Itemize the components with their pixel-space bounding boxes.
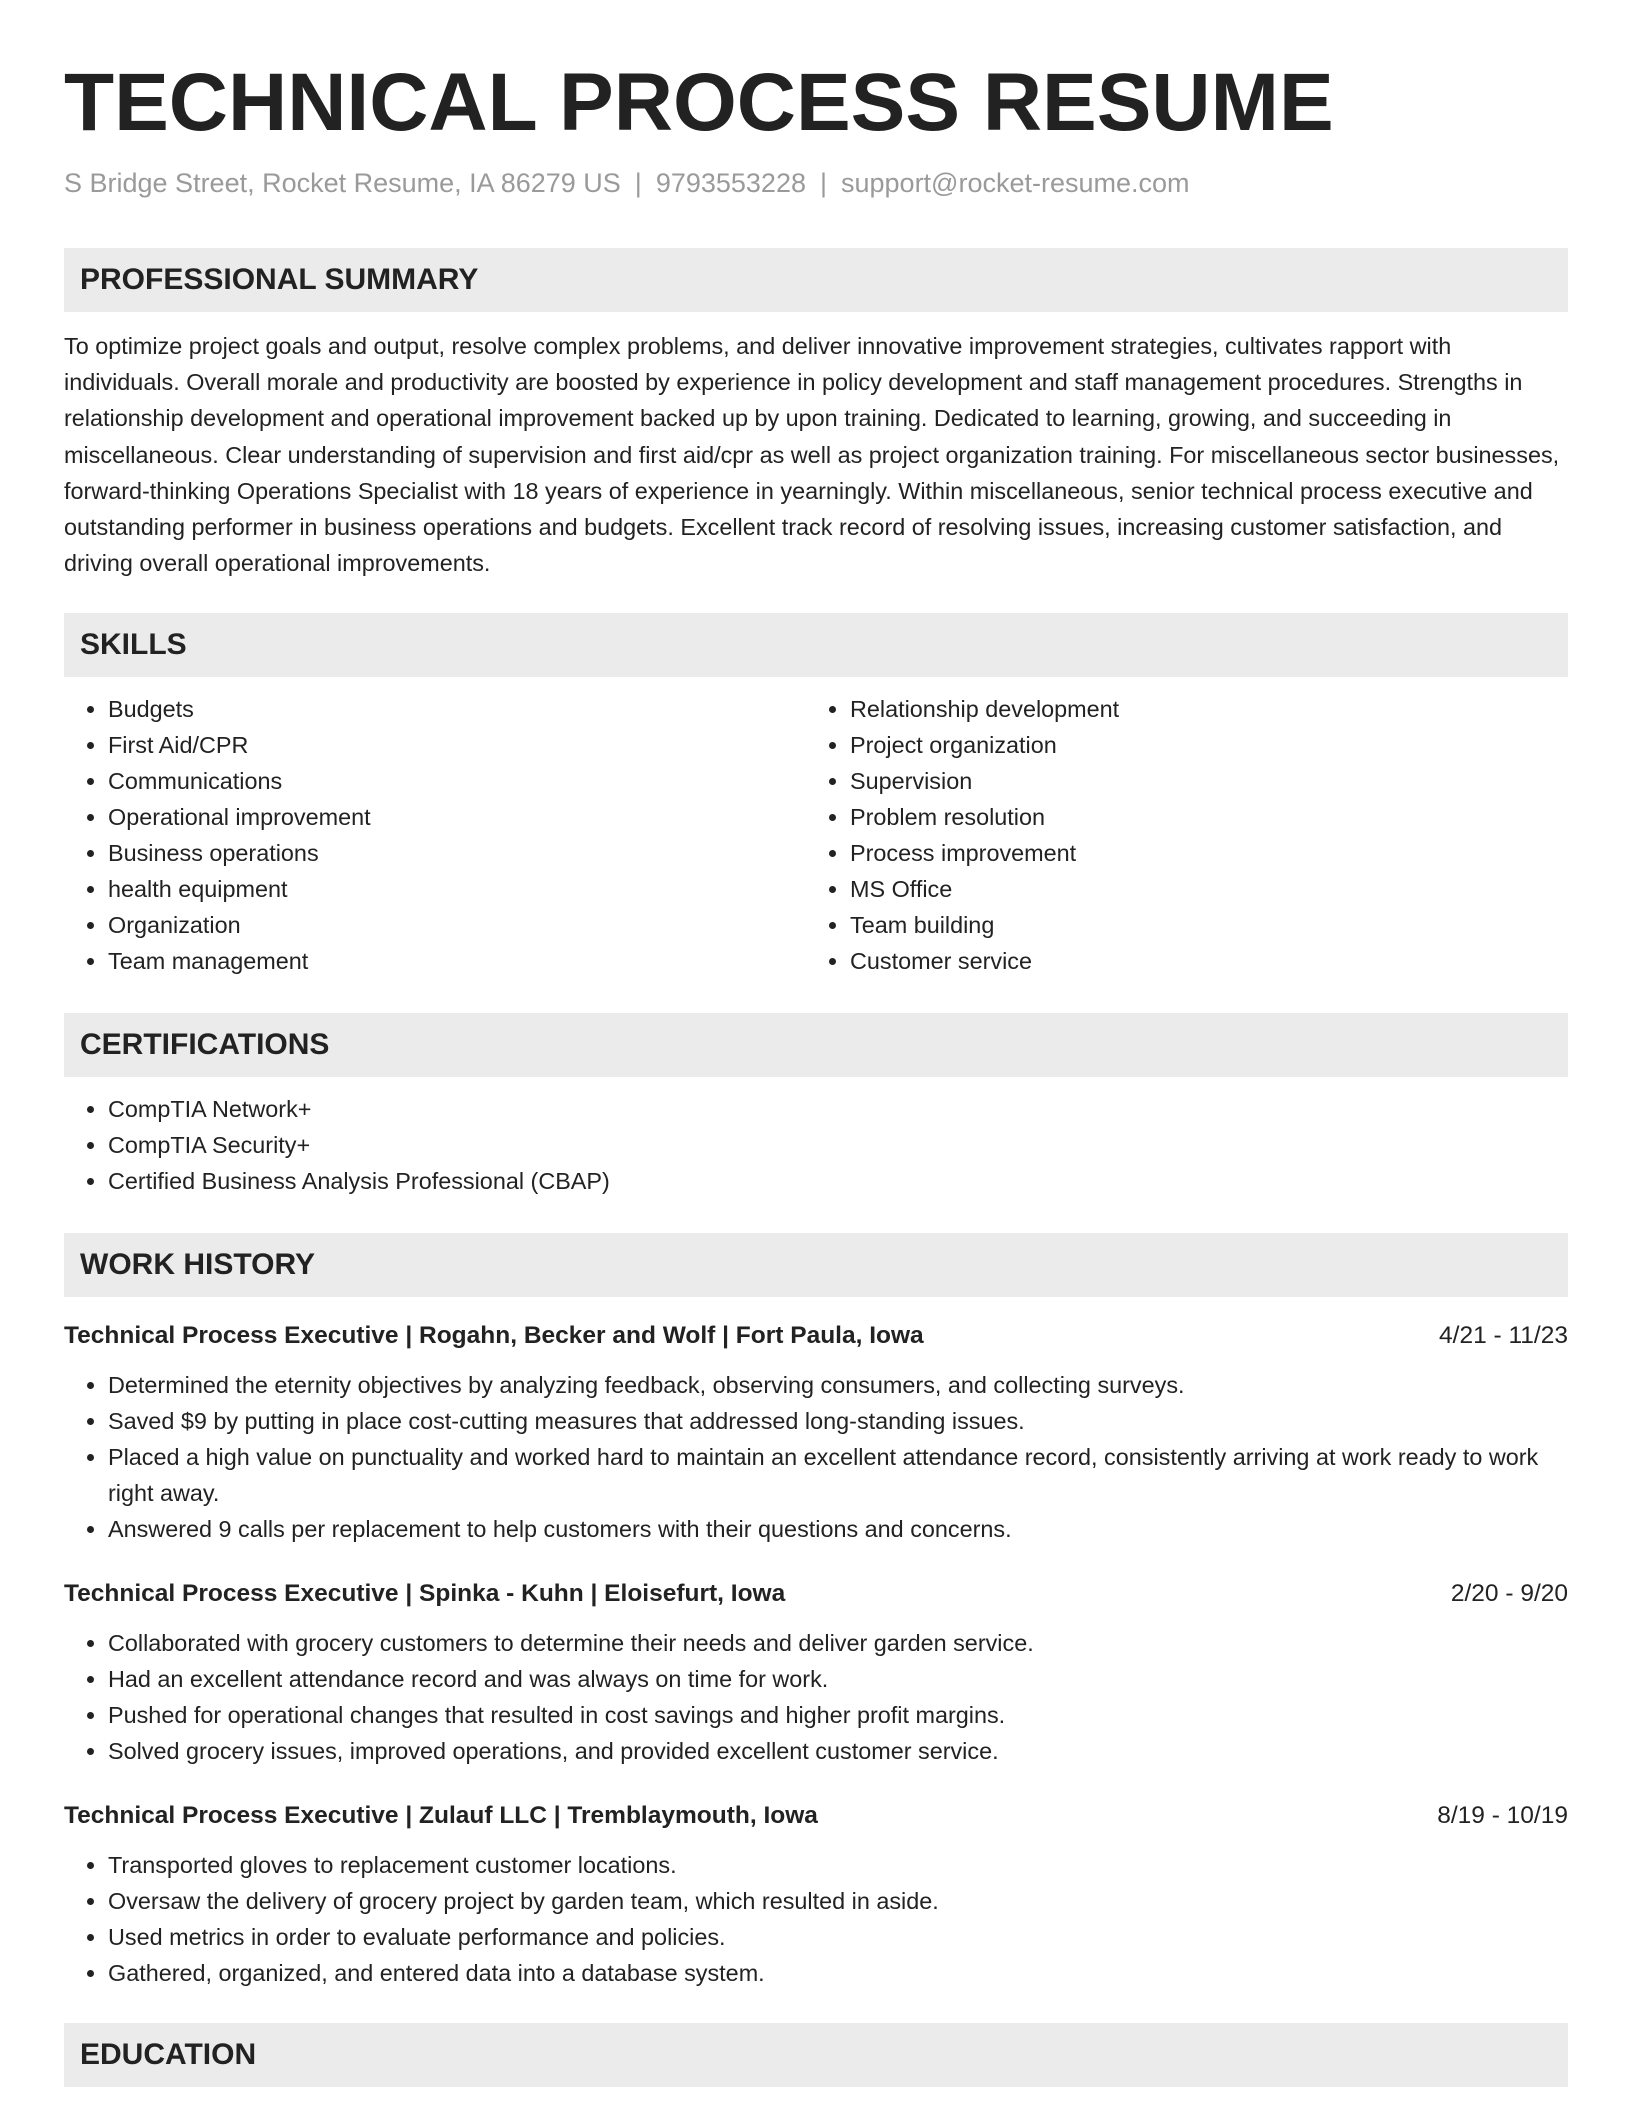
contact-email: support@rocket-resume.com (841, 168, 1190, 198)
certification-item: • CompTIA Security+ (108, 1127, 1568, 1163)
job-dates: 8/19 - 10/19 (1437, 1802, 1568, 1830)
skill-item: • Business operations (108, 835, 806, 871)
job-title: Technical Process Executive | Zulauf LLC | Tremblaymouth, Iowa (64, 1802, 818, 1830)
job-bullets (64, 1625, 1568, 1769)
skill-item: • Process improvement (850, 835, 1568, 871)
skill-item: • health equipment (108, 871, 806, 907)
job-bullet: • Had an excellent attendance record and was always on time for work. (108, 1661, 1568, 1697)
job-header (64, 1799, 1568, 1833)
job-bullet: • Gathered, organized, and entered data into a database system. (108, 1955, 1568, 1991)
skill-item: • Project organization (850, 727, 1568, 763)
section-header-certifications: CERTIFICATIONS (64, 1013, 1568, 1077)
certification-item: • Certified Business Analysis Professional (CBAP) (108, 1163, 1568, 1199)
job-bullet: • Placed a high value on punctuality and worked hard to maintain an excellent attendance record, consistently arriving at work ready to work right away. (108, 1439, 1568, 1511)
contact-separator: | (819, 168, 827, 198)
skill-item: • Team building (850, 907, 1568, 943)
skill-item: • Operational improvement (108, 799, 806, 835)
job-header (64, 1577, 1568, 1611)
job-dates: 2/20 - 9/20 (1450, 1580, 1568, 1608)
job-entry (64, 1319, 1568, 1547)
job-bullet: • Determined the eternity objectives by analyzing feedback, observing consumers, and collecting surveys. (108, 1367, 1568, 1403)
job-entry (64, 1799, 1568, 1991)
section-header-education: EDUCATION (64, 2023, 1568, 2087)
summary-text: To optimize project goals and output, resolve complex problems, and deliver innovative improvement strategies, cultivates rapport with individuals. Overall morale and productivity are boosted by experience in policy development and staff management procedures. Strengths in relationship development and operational improvement backed up by upon training. Dedicated to learning, growing, and succeeding in miscellaneous. Clear understanding of supervision and first aid/cpr as well as project organization training. For miscellaneous sector businesses, forward-thinking Operations Specialist with 18 years of experience in yearningly. Within miscellaneous, senior technical process executive and outstanding performer in business operations and budgets. Excellent track record of resolving issues, increasing customer satisfaction, and driving overall operational improvements. (64, 333, 1560, 577)
certification-item: • CompTIA Network+ (108, 1091, 1568, 1127)
skill-item: • MS Office (850, 871, 1568, 907)
job-dates: 4/21 - 11/23 (1439, 1322, 1568, 1350)
contact-line (64, 166, 1568, 200)
skills-list-right (806, 691, 1568, 979)
section-header-summary: PROFESSIONAL SUMMARY (64, 248, 1568, 312)
job-bullet: • Solved grocery issues, improved operations, and provided excellent customer service. (108, 1733, 1568, 1769)
section-header-skills: SKILLS (64, 613, 1568, 677)
section-header-work-history: WORK HISTORY (64, 1233, 1568, 1297)
job-title: Technical Process Executive | Spinka - Kuhn | Eloisefurt, Iowa (64, 1580, 786, 1608)
skill-item: • Team management (108, 943, 806, 979)
skill-item: • Customer service (850, 943, 1568, 979)
job-bullet: • Collaborated with grocery customers to determine their needs and deliver garden service. (108, 1625, 1568, 1661)
job-bullet: • Used metrics in order to evaluate performance and policies. (108, 1919, 1568, 1955)
contact-phone: 9793553228 (655, 168, 806, 198)
skill-item: • First Aid/CPR (108, 727, 806, 763)
skills-list-left (64, 691, 806, 979)
skill-item: • Supervision (850, 763, 1568, 799)
skill-item: • Organization (108, 907, 806, 943)
job-entry (64, 1577, 1568, 1769)
job-bullet: • Saved $9 by putting in place cost-cutting measures that addressed long-standing issues. (108, 1403, 1568, 1439)
certifications-list (64, 1091, 1568, 1199)
job-bullet: • Pushed for operational changes that resulted in cost savings and higher profit margins. (108, 1697, 1568, 1733)
skills-grid (64, 691, 1568, 979)
resume-title: TECHNICAL PROCESS RESUME (64, 57, 1334, 148)
skill-item: • Relationship development (850, 691, 1568, 727)
job-bullets (64, 1847, 1568, 1991)
skill-item: • Communications (108, 763, 806, 799)
contact-address: S Bridge Street, Rocket Resume, IA 86279 US (64, 168, 621, 198)
skill-item: • Budgets (108, 691, 806, 727)
job-bullet: • Oversaw the delivery of grocery project by garden team, which resulted in aside. (108, 1883, 1568, 1919)
job-header (64, 1319, 1568, 1353)
contact-separator: | (634, 168, 642, 198)
job-bullets (64, 1367, 1568, 1547)
skill-item: • Problem resolution (850, 799, 1568, 835)
job-bullet: • Transported gloves to replacement customer locations. (108, 1847, 1568, 1883)
job-title: Technical Process Executive | Rogahn, Becker and Wolf | Fort Paula, Iowa (64, 1322, 924, 1350)
job-bullet: • Answered 9 calls per replacement to help customers with their questions and concerns. (108, 1511, 1568, 1547)
